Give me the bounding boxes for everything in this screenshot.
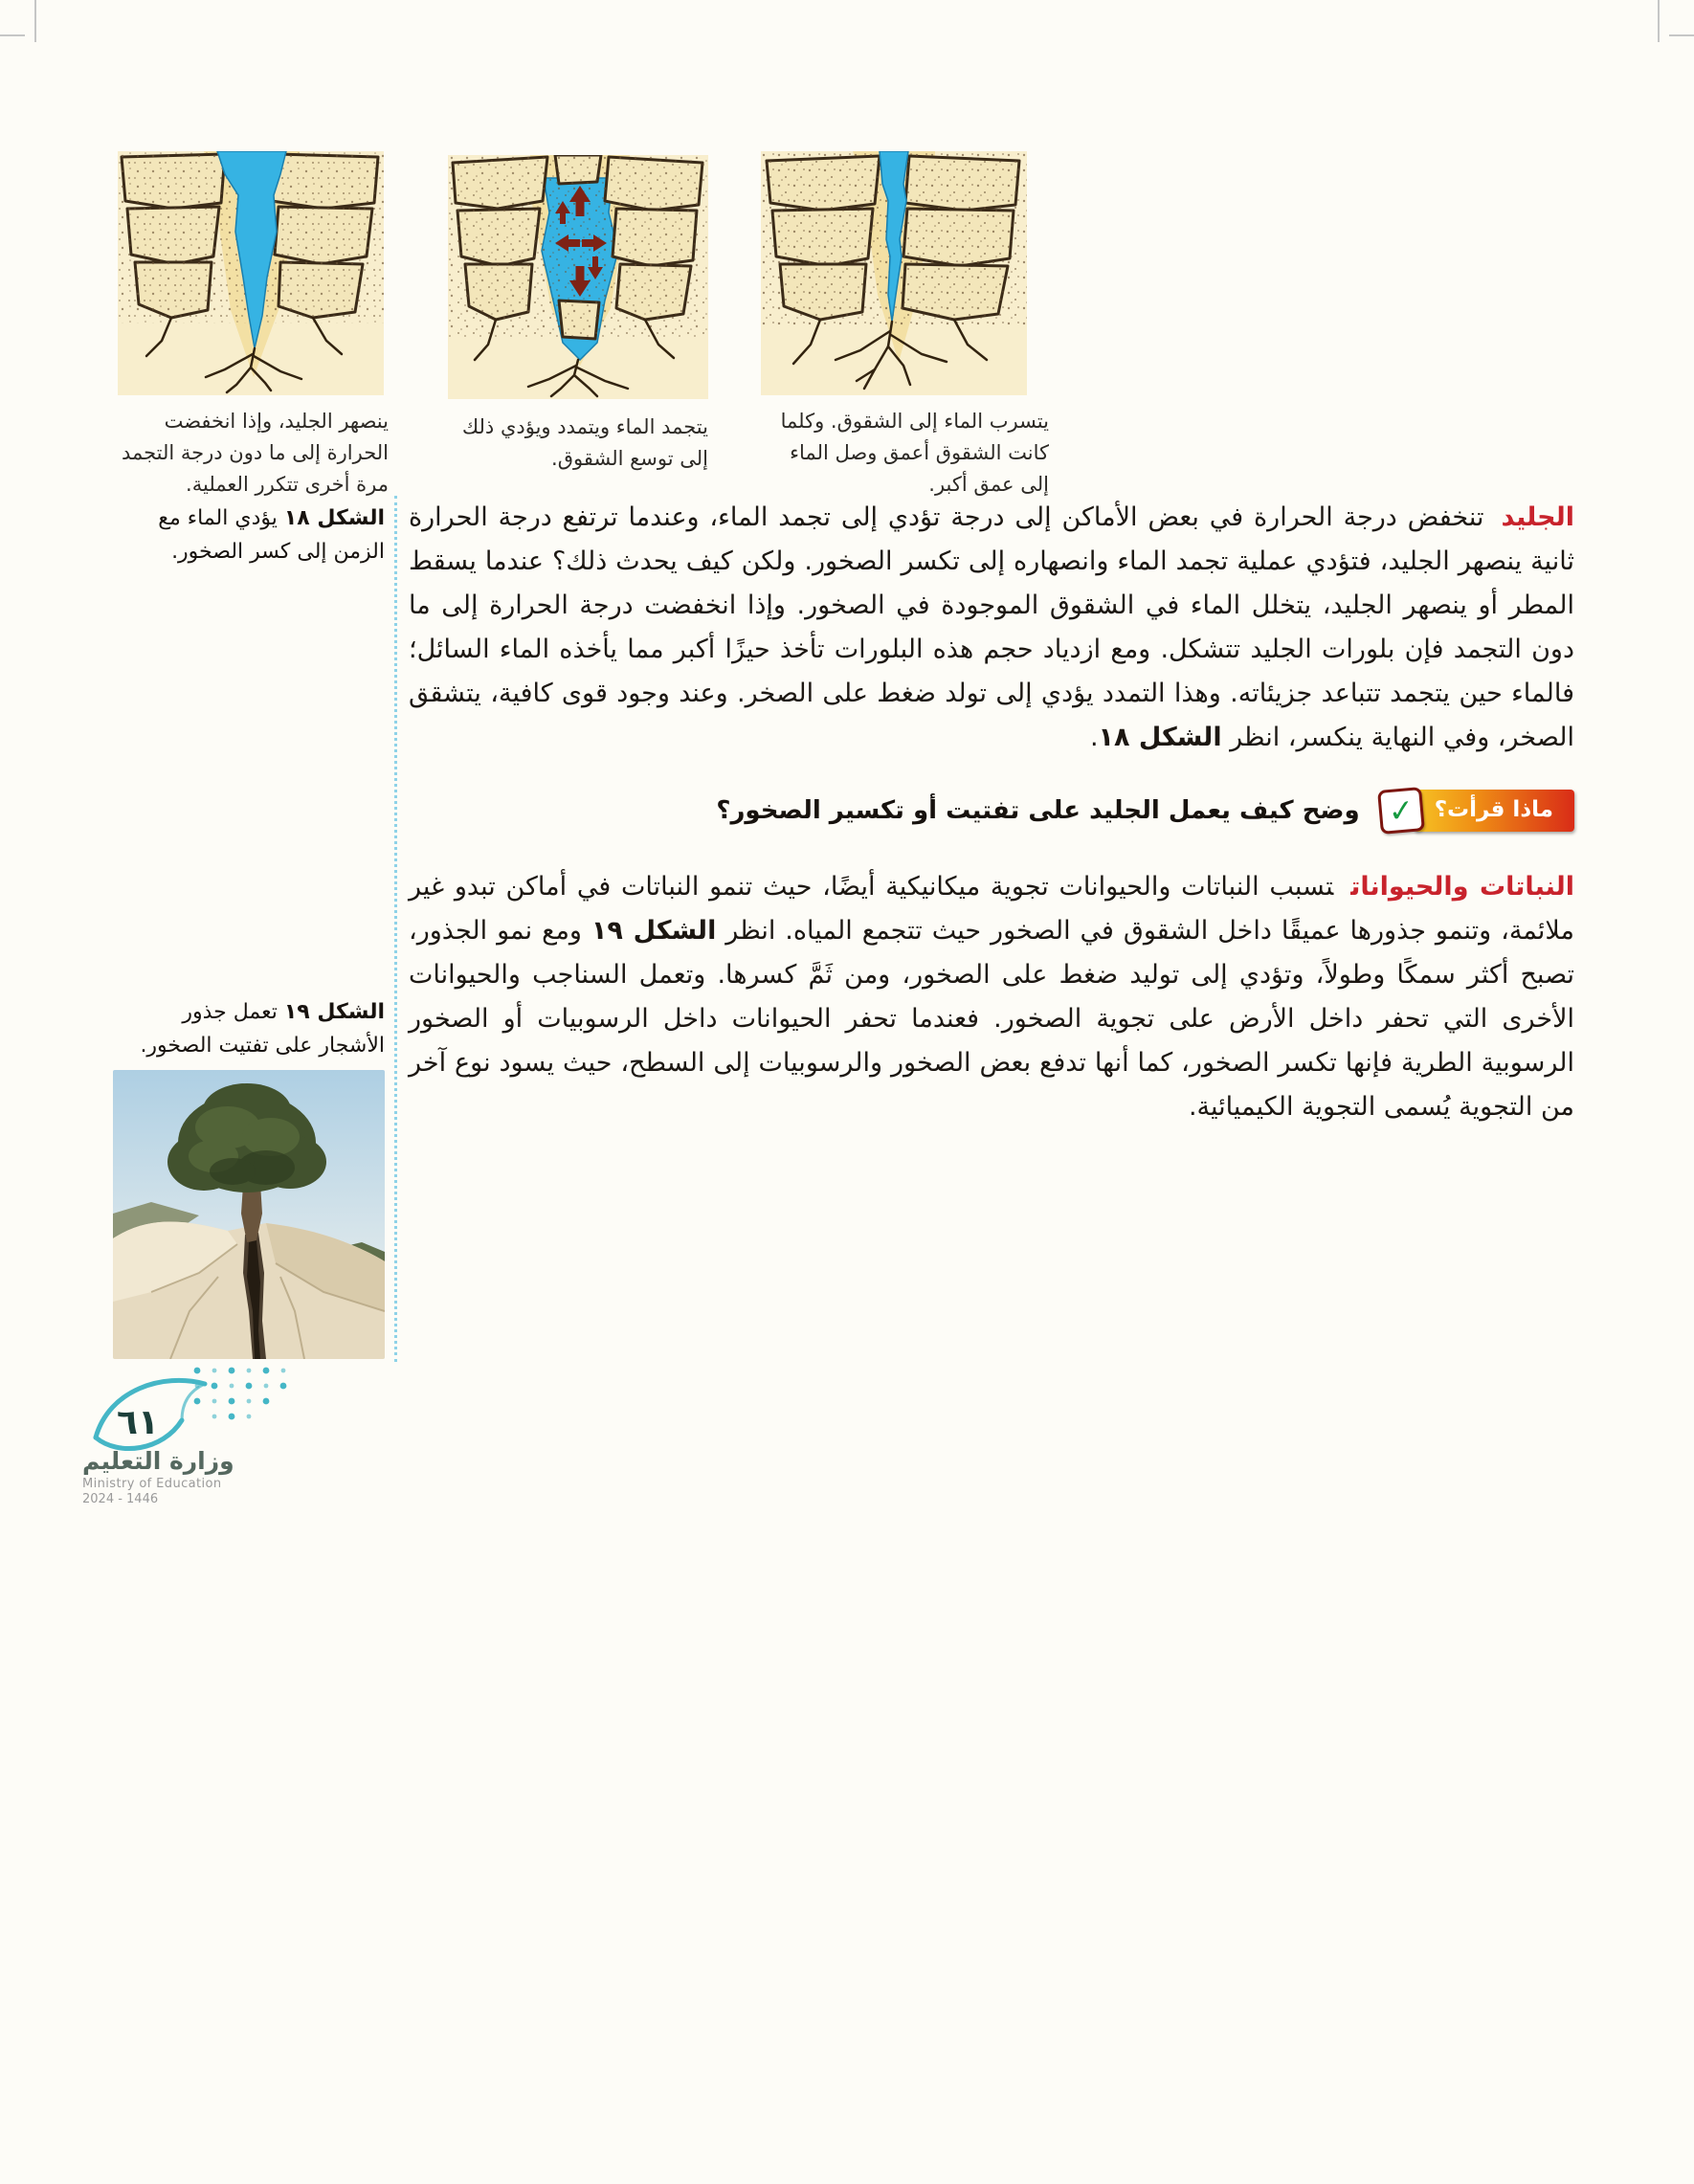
water-seep-illustration	[761, 151, 1027, 395]
ministry-name-english: Ministry of Education	[82, 1477, 222, 1491]
plants-body-after: ومع نمو الجذور، تصبح أكثر سمكًا وطولاً، وتؤدي إلى توليد ضغط على الصخور، ومن ثَمَّ كسرها. وتعمل السناجب والحيوانات الأخرى التي تحفر داخل الأرض على تجوية الصخور. فعندما تحفر الحيوانات داخل الرسوبيات أو الصخور الرسوبية الطرية فإنها تكسر الصخور، كما أنها تدفع بعض الصخور والرسوبيات إلى السطح، حيث يسود نوع آخر من التجوية يُسمى التجوية الكيميائية.	[409, 916, 1574, 1122]
tree-in-rock-illustration	[113, 1070, 385, 1359]
margin-divider	[394, 496, 397, 1362]
figure-ice-melts	[118, 151, 384, 395]
ice-paragraph	[409, 496, 1574, 760]
figure-18-text: يؤدي الماء مع الزمن إلى كسر الصخور.	[158, 506, 385, 564]
reading-check-question: وضح كيف يعمل الجليد على تفتيت أو تكسير الصخور؟	[716, 796, 1360, 825]
figure-18-note	[113, 501, 385, 568]
figure-water-freezes	[448, 155, 708, 399]
reading-check-label: ماذا قرأت؟	[1414, 790, 1574, 832]
figure-18-label: الشكل ١٨	[283, 506, 385, 530]
dots-pattern	[194, 1368, 287, 1420]
caption-water-seeps: يتسرب الماء إلى الشقوق. وكلما كانت الشقوق أعمق وصل الماء إلى عمق أكبر.	[780, 410, 1049, 496]
plants-animals-paragraph	[409, 865, 1574, 1129]
crop-mark	[0, 34, 25, 36]
crop-mark	[1658, 0, 1660, 42]
main-text-column	[409, 496, 1574, 1129]
ice-heading: الجليد	[1501, 502, 1574, 532]
caption-water-freezes: يتجمد الماء ويتمدد ويؤدي ذلك إلى توسع الشقوق.	[461, 415, 708, 470]
figure-18-reference: الشكل ١٨	[1098, 723, 1222, 752]
ice-body: تنخفض درجة الحرارة في بعض الأماكن إلى درجة تؤدي إلى تجمد الماء، وعندما ترتفع درجة الحرارة ثانية ينصهر الجليد، فتؤدي عملية تجمد الماء وانصهاره إلى تكسر الصخور. ولكن كيف يحدث ذلك؟ عندما يسقط المطر أو ينصهر الجليد، يتخلل الماء في الشقوق الموجودة في الصخور. وإذا انخفضت درجة الحرارة إلى ما دون التجمد فإن بلورات الجليد تتشكل. ومع ازدياد حجم هذه البلورات تأخذ حيزًا أكبر مما يأخذه الماء السائل؛ فالماء حين يتجمد تتباعد جزيئاته. وهذا التمدد يؤدي إلى تولد ضغط على الصخر. وعند وجود قوى كافية، يتشقق الصخر، وفي النهاية ينكسر، انظر	[409, 502, 1574, 752]
page-number: ٦١	[117, 1403, 159, 1442]
water-freeze-illustration	[448, 155, 708, 399]
check-icon: ✓	[1377, 787, 1425, 835]
figure-19-label: الشكل ١٩	[283, 1000, 385, 1024]
ministry-logo-block	[82, 1447, 302, 1506]
figure-water-seeps	[761, 151, 1027, 395]
caption-ice-melts: ينصهر الجليد، وإذا انخفضت الحرارة إلى ما دون درجة التجمد مرة أخرى تتكرر العملية.	[121, 410, 389, 496]
figure-19-note	[113, 995, 385, 1062]
crop-mark	[34, 0, 36, 42]
reading-check-badge	[1377, 789, 1574, 833]
figure-19-reference: الشكل ١٩	[591, 916, 717, 946]
figure-19-text: تعمل جذور الأشجار على تفتيت الصخور.	[140, 1000, 385, 1058]
reading-check-row	[409, 789, 1574, 833]
plants-animals-heading: النباتات والحيوانات	[1350, 872, 1574, 902]
tree-roots-photo	[113, 1070, 385, 1359]
crop-mark	[1669, 34, 1694, 36]
plants-body-before: تسبب النباتات والحيوانات تجوية ميكانيكية أيضًا، حيث تنمو النباتات في أماكن تبدو غير ملائمة، وتنمو جذورها عميقًا داخل الشقوق في الصخور حيث تتجمع المياه. انظر	[409, 872, 1575, 946]
ministry-years: 2024 - 1446	[82, 1492, 159, 1506]
ministry-name-arabic: وزارة التعليم	[82, 1447, 234, 1475]
ice-melt-illustration	[118, 151, 384, 395]
ice-body-end: .	[1089, 723, 1099, 752]
